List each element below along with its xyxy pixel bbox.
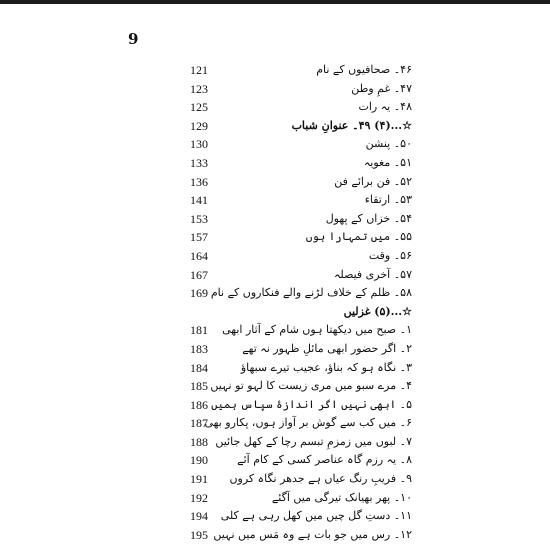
toc-entry bbox=[190, 173, 412, 192]
toc-entry bbox=[190, 191, 412, 210]
toc-page-number: 186 bbox=[190, 397, 208, 412]
toc-entry bbox=[190, 284, 412, 303]
toc-page-number: 185 bbox=[190, 379, 208, 394]
toc-title: ۵۷۔ آخری فیصلہ bbox=[333, 267, 412, 281]
toc-page-number: 133 bbox=[190, 155, 208, 170]
toc-entry bbox=[190, 247, 412, 266]
toc-title: ۱۲۔ رس میں جو بات ہے وہ مَس میں نہیں bbox=[213, 527, 412, 541]
toc-entry bbox=[190, 507, 412, 526]
toc-title: ۷۔ لبوں میں زمزمِ تبسم رچا کے کھل جائیں bbox=[215, 434, 412, 448]
toc-title: ۵۴۔ خزاں کے پھول bbox=[325, 211, 412, 225]
toc-title: ۹۔ فریبِ رنگ عیاں ہے جدھر نگاہ کروں bbox=[229, 472, 412, 486]
toc-page-number: 129 bbox=[190, 118, 208, 133]
toc-title: ☆...(۴) ۴۹۔ عنوانِ شباب bbox=[291, 118, 412, 132]
toc-title: ۱۔ صبح میں دیکھتا ہوں شام کے آثار ابھی bbox=[222, 323, 412, 337]
toc-page-number: 184 bbox=[190, 360, 208, 375]
toc-title: ۵۱۔ مغویہ bbox=[363, 155, 412, 169]
top-border bbox=[0, 0, 550, 4]
toc-page-number: 190 bbox=[190, 453, 208, 468]
toc-page-number: 153 bbox=[190, 211, 208, 226]
toc-entry bbox=[190, 98, 412, 117]
toc-title: ۵۰۔ پنشن bbox=[365, 137, 412, 151]
toc-entry bbox=[190, 61, 412, 80]
toc-page-number: 187 bbox=[190, 416, 208, 431]
toc-page-number: 157 bbox=[190, 230, 208, 245]
toc-entry bbox=[190, 321, 412, 340]
toc-entry bbox=[190, 489, 412, 508]
toc-entry bbox=[190, 451, 412, 470]
toc-title: ۵۳۔ ارتقاء bbox=[364, 193, 412, 207]
toc-title: ۶۔ میں کب سے گوش بر آواز ہوں، پکارو بھی bbox=[204, 416, 412, 430]
toc-section-heading bbox=[190, 117, 412, 136]
toc-page-number: 191 bbox=[190, 472, 208, 487]
toc-page-number: 195 bbox=[190, 527, 208, 542]
toc-entry bbox=[190, 135, 412, 154]
toc-page-number: 188 bbox=[190, 434, 208, 449]
toc-title: ۸۔ یہ رزم گاہ عناصر کسی کے کام آئے bbox=[237, 453, 412, 467]
toc-entry bbox=[190, 80, 412, 99]
toc-title: ۴۶۔ صحافیوں کے نام bbox=[316, 63, 412, 76]
toc-title: ۴۸۔ یہ رات bbox=[358, 100, 412, 114]
toc-title: ۵۲۔ فن برائے فن bbox=[334, 174, 412, 188]
toc-section-heading bbox=[190, 303, 412, 322]
toc-entry bbox=[190, 377, 412, 396]
toc-title: ۵۵۔ میں تمہارا ہوں bbox=[305, 230, 412, 244]
toc-entry bbox=[190, 154, 412, 173]
page-number: 9 bbox=[128, 30, 139, 48]
toc-page-number: 141 bbox=[190, 193, 208, 208]
toc-title: ۲۔ اگر حضور ابھی مائلِ ظہور نہ تھے bbox=[242, 341, 412, 355]
toc-entry bbox=[190, 266, 412, 285]
toc-entry bbox=[190, 396, 412, 415]
toc-entry bbox=[190, 414, 412, 433]
toc-title: ۱۱۔ دستِ گل چیں میں کھل رہی ہے کلی bbox=[220, 509, 412, 523]
toc-page-number: 192 bbox=[190, 490, 208, 505]
toc-page-number: 121 bbox=[190, 63, 208, 77]
table-of-contents bbox=[190, 61, 412, 544]
toc-entry bbox=[190, 470, 412, 489]
toc-page-number: 125 bbox=[190, 100, 208, 115]
toc-title: ۵۸۔ ظلم کے خلاف لڑنے والے فنکاروں کے نام bbox=[210, 286, 412, 300]
toc-title: ۵۔ ابھی نہیں اگر اندازۂ سپاس ہمیں bbox=[211, 397, 412, 411]
toc-title: ۵۶۔ وقت bbox=[368, 248, 412, 262]
toc-entry bbox=[190, 433, 412, 452]
toc-entry bbox=[190, 210, 412, 229]
toc-page-number: 164 bbox=[190, 248, 208, 263]
toc-page-number: 123 bbox=[190, 81, 208, 96]
toc-title: ۳۔ نگاہ ہو کہ بناؤ، عجیب تیرے سبھاؤ bbox=[240, 360, 412, 374]
toc-entry bbox=[190, 340, 412, 359]
toc-entry bbox=[190, 359, 412, 378]
toc-title: ۴۔ مرے سبو میں مری زیست کا لہو تو نہیں bbox=[210, 379, 412, 393]
toc-page-number: 181 bbox=[190, 323, 208, 338]
toc-entry bbox=[190, 526, 412, 545]
toc-title: ۴۷۔ غمِ وطن bbox=[351, 81, 412, 95]
toc-entry bbox=[190, 228, 412, 247]
toc-page-number: 167 bbox=[190, 267, 208, 282]
toc-page-number: 183 bbox=[190, 341, 208, 356]
toc-page-number: 130 bbox=[190, 137, 208, 152]
toc-page-number: 136 bbox=[190, 174, 208, 189]
toc-page-number: 194 bbox=[190, 509, 208, 524]
toc-title: ۱۰۔ پھر بھیانک تیرگی میں آگئے bbox=[271, 490, 412, 504]
toc-page-number: 169 bbox=[190, 286, 208, 301]
toc-title: ☆...(۵) غزلیں bbox=[343, 304, 412, 318]
